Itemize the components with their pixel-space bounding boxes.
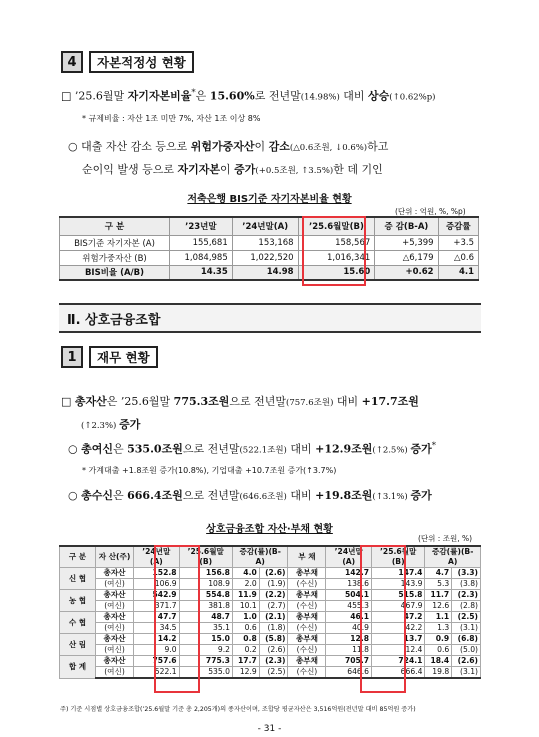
table-cell: (수신) — [288, 623, 326, 634]
paragraph-total-assets: □ 총자산은 ’25.6월말 775.3조원으로 전년말(757.6조원) 대비 +17.7조원 (↑2.3%) 증가 — [61, 395, 419, 431]
table-cell: (2.2) — [259, 590, 288, 601]
table1-unit: (단위 : 억원, %, %p) — [395, 207, 466, 216]
regulatory-note: * 규제비율 : 자산 1조 미만 7%, 자산 1조 이상 8% — [82, 114, 261, 123]
table-cell: 47.7 — [134, 612, 180, 623]
table-cell: 18.4 — [425, 656, 452, 667]
table-cell: 4.7 — [425, 568, 452, 579]
table-row: BIS기준 자기자본 (A) 155,681 153,168 158,567 +5,399 +3.5 — [60, 235, 479, 250]
table-cell: (2.7) — [259, 601, 288, 612]
circle-bullet: ○ — [68, 442, 78, 456]
table-cell: 5.3 — [425, 579, 452, 590]
table-cell: 138.6 — [326, 579, 372, 590]
paragraph-bis-ratio: □ ’25.6월말 자기자본비율*은 15.60%로 전년말(14.98%) 대비 상승(↑0.62%p) — [61, 88, 436, 103]
group-label: 산 림 — [60, 634, 96, 656]
table-cell: 총자산 — [96, 634, 134, 645]
table-cell: (2.6) — [259, 645, 288, 656]
section-number: 1 — [61, 346, 83, 368]
table-cell: 522.1 — [134, 667, 180, 679]
table-cell: 총부채 — [288, 656, 326, 667]
table1-title: 저축은행 BIS기준 자기자본비율 현황 — [187, 194, 352, 205]
table-cell: 0.6 — [425, 645, 452, 656]
table-cell: 152.8 — [134, 568, 180, 579]
table-cell: (2.8) — [452, 601, 481, 612]
table-cell: 2.0 — [232, 579, 259, 590]
table2-footnote: 주) 기준 시점별 상호금융조합(’25.6월말 기준 총 2,205개)의 종자산이며, 조합당 평균자산은 3,516억원(전년말 대비 85억원 증가) — [60, 706, 416, 713]
table-cell: 142.7 — [326, 568, 372, 579]
table-cell: 13.7 — [372, 634, 425, 645]
table-cell: 17.7 — [232, 656, 259, 667]
table-cell: 775.3 — [179, 656, 232, 667]
page-number: - 31 - — [257, 724, 282, 734]
paragraph-total-loans: ○ 총여신은 535.0조원으로 전년말(522.1조원) 대비 +12.9조원(↑2.5%) 증가* — [68, 441, 436, 456]
table-cell: (수신) — [288, 667, 326, 679]
section-heading-1 — [61, 346, 158, 368]
table-header-row: 구 분 자 산(주) ’24년말(A) ’25.6월말(B) 증감(률)(B-A) 부 채 ’24년말(A) ’25.6월말(B) 증감(률)(B-A) — [60, 546, 481, 568]
table-row — [60, 656, 481, 667]
table-cell: (여신) — [96, 623, 134, 634]
table-cell: (2.6) — [452, 656, 481, 667]
table-cell: 48.7 — [179, 612, 232, 623]
box-bullet: □ — [61, 89, 72, 103]
table-cell: 11.8 — [326, 645, 372, 656]
paragraph-cause: ○ 대출 자산 감소 등으로 위험가중자산이 감소(△0.6조원, ↓0.6%)하고 순이익 발생 등으로 자기자본이 증가(+0.5조원, ↑3.5%)한 데 기인 — [68, 140, 389, 176]
table-cell: 666.4 — [372, 667, 425, 679]
table-cell: (수신) — [288, 601, 326, 612]
table-cell: (6.8) — [452, 634, 481, 645]
table-cell: 504.1 — [326, 590, 372, 601]
table-cell: (2.3) — [259, 656, 288, 667]
table2-title: 상호금융조합 자산·부채 현황 — [206, 524, 333, 535]
table-cell: 757.6 — [134, 656, 180, 667]
loan-breakdown-note: * 가계대출 +1.8조원 증가(10.8%), 기업대출 +10.7조원 증가(↑3.7%) — [82, 466, 337, 475]
assets-liabilities-table — [59, 545, 481, 679]
table-row — [60, 568, 481, 579]
table-cell: 총자산 — [96, 590, 134, 601]
table-cell: 총부채 — [288, 612, 326, 623]
bis-ratio-table — [59, 216, 479, 281]
table-cell: 35.1 — [179, 623, 232, 634]
table-cell: 46.1 — [326, 612, 372, 623]
table-cell: 12.4 — [372, 645, 425, 656]
table-cell: 455.3 — [326, 601, 372, 612]
table-cell: 381.8 — [179, 601, 232, 612]
table2-unit: (단위 : 조원, %) — [418, 534, 473, 543]
table-cell: 0.9 — [425, 634, 452, 645]
table-cell: 535.0 — [179, 667, 232, 679]
table-cell: 705.7 — [326, 656, 372, 667]
section-number: 4 — [61, 51, 83, 73]
table-row — [60, 590, 481, 601]
table-header-row: 구 분 ’23년말 ’24년말(A) ’25.6월말(B) 증 감(B-A) 증감률 — [60, 217, 479, 235]
table-cell: 총부채 — [288, 568, 326, 579]
table-cell: 15.0 — [179, 634, 232, 645]
table-cell: (1.8) — [259, 623, 288, 634]
table-cell: (여신) — [96, 579, 134, 590]
section-title: 자본적정성 현황 — [89, 51, 194, 73]
table-cell: 4.0 — [232, 568, 259, 579]
table-cell: (1.9) — [259, 579, 288, 590]
table-cell: (5.0) — [452, 645, 481, 656]
circle-bullet: ○ — [68, 140, 78, 153]
table-cell: 11.9 — [232, 590, 259, 601]
table-cell: 371.7 — [134, 601, 180, 612]
table-cell: 47.2 — [372, 612, 425, 623]
table-row: 위험가중자산 (B) 1,084,985 1,022,520 1,016,341 △6,179 △0.6 — [60, 250, 479, 265]
table-cell: (3.1) — [452, 667, 481, 679]
table-row — [60, 667, 481, 679]
table-cell: 총부채 — [288, 634, 326, 645]
table-cell: 542.9 — [134, 590, 180, 601]
table-cell: 724.1 — [372, 656, 425, 667]
circle-bullet: ○ — [68, 489, 78, 502]
table-cell: 총자산 — [96, 656, 134, 667]
table-cell: 총부채 — [288, 590, 326, 601]
table-cell: 총자산 — [96, 612, 134, 623]
table-row — [60, 645, 481, 656]
table-cell: (5.8) — [259, 634, 288, 645]
table-cell: 12.8 — [326, 634, 372, 645]
table-cell: 12.6 — [425, 601, 452, 612]
table-cell: 9.0 — [134, 645, 180, 656]
table-cell: 108.9 — [179, 579, 232, 590]
paragraph-total-deposits: ○ 총수신은 666.4조원으로 전년말(646.6조원) 대비 +19.8조원(↑3.1%) 증가 — [68, 489, 432, 502]
table-cell: 0.2 — [232, 645, 259, 656]
table-cell: 34.5 — [134, 623, 180, 634]
table-cell: (수신) — [288, 645, 326, 656]
table-cell: (여신) — [96, 601, 134, 612]
table-row — [60, 623, 481, 634]
chapter-heading: Ⅱ. 상호금융조합 — [59, 303, 481, 333]
table-cell: (3.3) — [452, 568, 481, 579]
table-cell: (3.1) — [452, 623, 481, 634]
box-bullet: □ — [61, 395, 72, 408]
table-cell: 467.9 — [372, 601, 425, 612]
table-cell: 19.8 — [425, 667, 452, 679]
table-cell: 0.8 — [232, 634, 259, 645]
table-cell: 총자산 — [96, 568, 134, 579]
table-cell: (2.5) — [259, 667, 288, 679]
table-row — [60, 612, 481, 623]
table-cell: (2.6) — [259, 568, 288, 579]
group-label: 수 협 — [60, 612, 96, 634]
table-row: BIS비율 (A/B) 14.35 14.98 15.60 +0.62 4.1 — [60, 265, 479, 280]
table-row — [60, 601, 481, 612]
table-cell: 1.1 — [425, 612, 452, 623]
table-cell: (3.8) — [452, 579, 481, 590]
table-cell: 11.7 — [425, 590, 452, 601]
table-row — [60, 579, 481, 590]
table-cell: 42.2 — [372, 623, 425, 634]
table-cell: (2.3) — [452, 590, 481, 601]
section-title: 재무 현황 — [89, 346, 158, 368]
table-cell: 10.1 — [232, 601, 259, 612]
table-cell: 106.9 — [134, 579, 180, 590]
table-cell: 515.8 — [372, 590, 425, 601]
section-heading-4 — [61, 51, 194, 73]
group-label: 합 계 — [60, 656, 96, 679]
table-cell: 9.2 — [179, 645, 232, 656]
table-cell: 1.3 — [425, 623, 452, 634]
table-cell: 147.4 — [372, 568, 425, 579]
table-cell: 554.8 — [179, 590, 232, 601]
table-row — [60, 634, 481, 645]
table-cell: 1.0 — [232, 612, 259, 623]
group-label: 농 협 — [60, 590, 96, 612]
table-cell: (여신) — [96, 667, 134, 679]
group-label: 신 협 — [60, 568, 96, 590]
table-cell: 156.8 — [179, 568, 232, 579]
table-cell: 0.6 — [232, 623, 259, 634]
table-cell: (수신) — [288, 579, 326, 590]
table-cell: 12.9 — [232, 667, 259, 679]
table-cell: 40.9 — [326, 623, 372, 634]
table-cell: 14.2 — [134, 634, 180, 645]
table-cell: 646.6 — [326, 667, 372, 679]
table-cell: (2.1) — [259, 612, 288, 623]
table-cell: (2.5) — [452, 612, 481, 623]
table-cell: 143.9 — [372, 579, 425, 590]
table-cell: (여신) — [96, 645, 134, 656]
